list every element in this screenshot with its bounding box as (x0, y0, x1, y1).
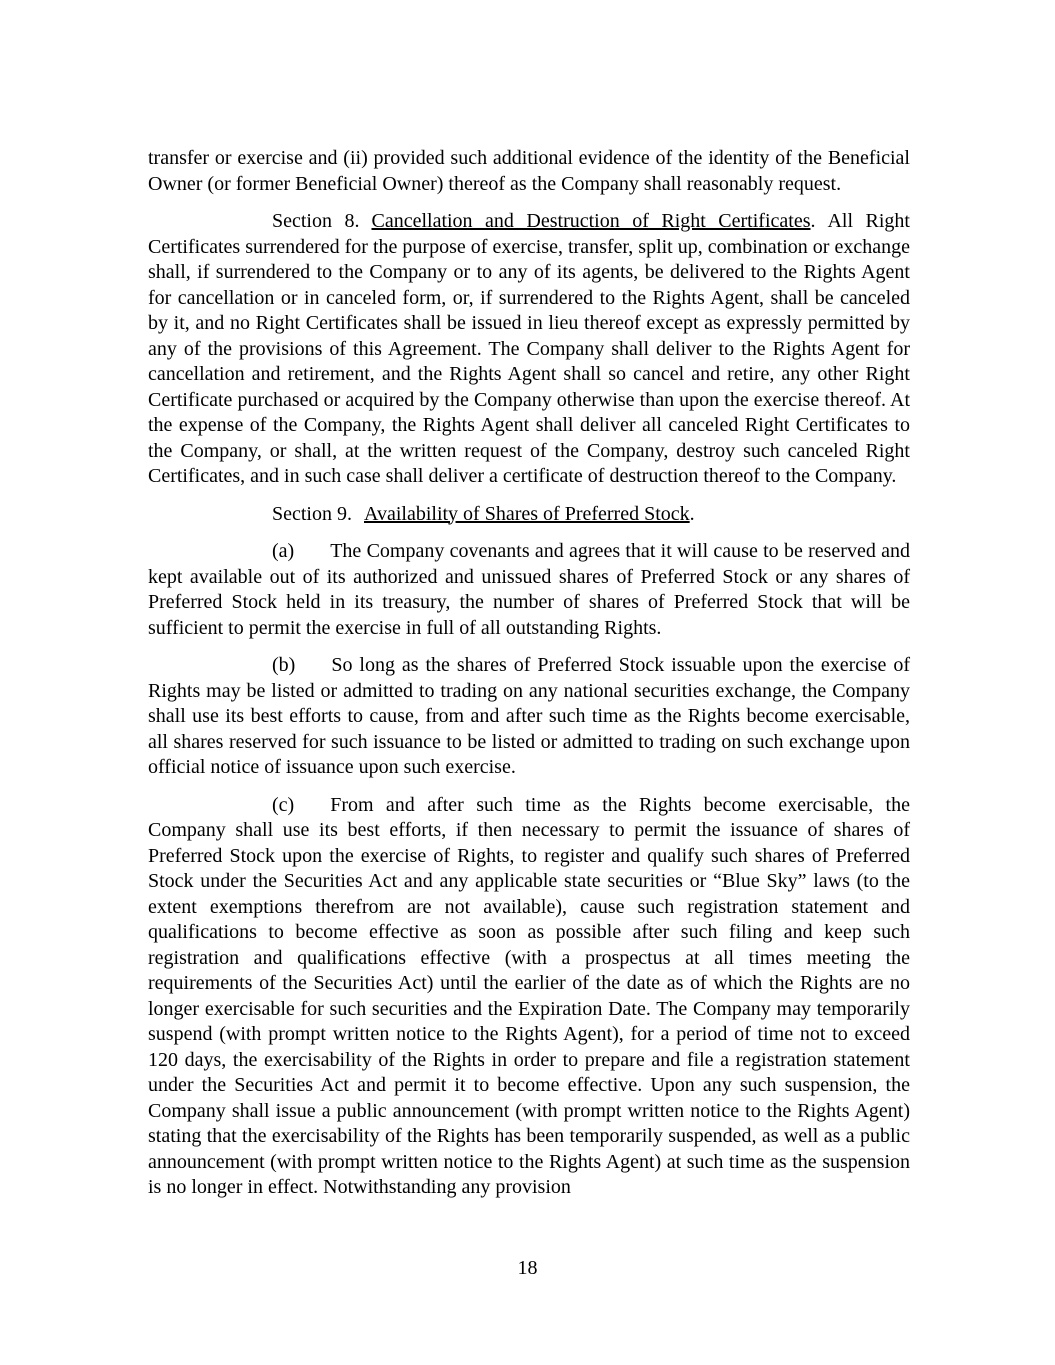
clause-a-label: (a) (272, 540, 295, 562)
clause-c-body: From and after such time as the Rights become exercisable, the Company shall use its best efforts, if then necessary to permit the issuance of shares of Preferred Stock upon the exercise of Rights, to register and qualify such shares of Preferred Stock under the Securities Act and any applicable state securities or “Blue Sky” laws (to the extent exemptions therefrom are not available), cause such registration statement and qualifications to become effective as soon as possible after such filing and keep such registration and qualifications effective (with a prospectus at all times meeting the requirements of the Securities Act) until the earlier of the date as of which the Rights are no longer exercisable for such securities and the Expiration Date. The Company may temporarily suspend (with prompt written notice to the Rights Agent), for a period of time not to exceed 120 days, the exercisability of the Rights in order to prepare and file a registration statement under the Securities Act and permit it to become effective. Upon any such suspension, the Company shall issue a public announcement (with prompt written notice to the Rights Agent) stating that the exercisability of the Rights has been temporarily suspended, as well as a public announcement (with prompt written notice to the Rights Agent) at such time as the suspension is no longer in effect. Notwithstanding any provision (148, 793, 910, 1198)
clause-c-paragraph (148, 793, 910, 1201)
section-9-title: Availability of Shares of Preferred Stock (364, 502, 690, 525)
section-8-title: Cancellation and Destruction of Right Certificates (371, 210, 811, 232)
section-8-title-period: . (810, 210, 816, 232)
section-8-body: All Right Certificates surrendered for the purpose of exercise, transfer, split up, combination or exchange shall, if surrendered to the Company or to any of its agents, be delivered to the Rights Agent for cancellation or in canceled form, or, if surrendered to the Rights Agent, shall be canceled by it, and no Right Certificates shall be issued in lieu thereof except as expressly permitted by any of the provisions of this Agreement. The Company shall deliver to the Rights Agent for cancellation and retirement, and the Rights Agent shall so cancel and retire, any other Right Certificate purchased or acquired by the Company otherwise than upon the exercise thereof. At the expense of the Company, the Rights Agent shall deliver all canceled Right Certificates to the Company, or shall, at the written request of the Company, destroy such canceled Right Certificates, and in such case shall deliver a certificate of destruction thereof to the Company. (148, 210, 910, 487)
section-8-number: Section 8. (272, 210, 360, 232)
page-number: 18 (517, 1257, 538, 1279)
tab-spacer (815, 226, 827, 227)
section-8-paragraph (148, 209, 910, 490)
clause-b-paragraph (148, 653, 910, 781)
section-9-title-period: . (689, 502, 695, 525)
tab-spacer (294, 810, 330, 811)
tab-spacer (359, 226, 371, 227)
tab-spacer (352, 519, 364, 520)
section-9-heading-paragraph (148, 502, 910, 528)
section-9-number: Section 9. (272, 502, 352, 525)
clause-a-paragraph (148, 539, 910, 641)
clause-b-label: (b) (272, 654, 296, 676)
body-paragraph-continuation: transfer or exercise and (ii) provided such additional evidence of the identity of the Beneficial Owner (or former Beneficial Owner) thereof as the Company shall reasonably request. (148, 147, 910, 195)
clause-c-label: (c) (272, 793, 295, 816)
clause-a-body: The Company covenants and agrees that it will cause to be reserved and kept available out of its authorized and unissued shares of Preferred Stock or any shares of Preferred Stock held in its treasury, the number of shares of Preferred Stock that will be sufficient to permit the exercise in full of all outstanding Rights. (148, 540, 910, 639)
clause-b-body: So long as the shares of Preferred Stock issuable upon the exercise of Rights may be listed or admitted to trading on any national securities exchange, the Company shall use its best efforts to cause, from and after such time as the Rights become exercisable, all shares reserved for such issuance to be listed or admitted to trading on such exchange upon official notice of issuance upon such exercise. (148, 654, 910, 778)
tab-spacer (294, 556, 330, 557)
tab-spacer (295, 670, 331, 671)
